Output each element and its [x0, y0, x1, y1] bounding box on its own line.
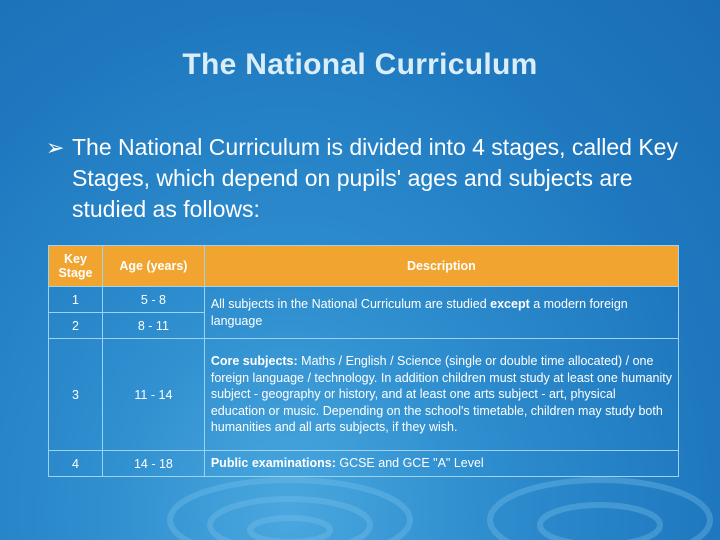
arrow-bullet-icon: ➢: [46, 136, 65, 161]
description-cell: [204, 451, 678, 477]
description-emphasis: Core subjects:: [210, 354, 298, 369]
description-text: a modern foreign language: [210, 297, 628, 328]
stage-cell: 1: [49, 287, 103, 313]
bullet-text: The National Curriculum is divided into 4 stages, called Key Stages, which depend on pupils' ages and subjects are studied as follows:: [72, 134, 678, 222]
table-row: [49, 339, 679, 451]
table-row: [49, 451, 679, 477]
table-row: [49, 287, 679, 313]
key-stages-table: [48, 245, 679, 477]
stage-cell: 2: [49, 313, 103, 339]
age-cell: 11 - 14: [102, 339, 204, 451]
stage-cell: 3: [49, 339, 103, 451]
description-cell: [204, 287, 678, 339]
table-header-row: [49, 246, 679, 287]
stage-cell: 4: [49, 451, 103, 477]
age-cell: 5 - 8: [102, 287, 204, 313]
header-description: Description: [204, 246, 678, 287]
description-emphasis: except: [490, 297, 530, 311]
description-text: Maths / English / Science (single or double time allocated) / one foreign language / technology. In addition children must study at least one humanity subject - geography or history, and at least one arts subject - art, physical education or music. Depending on the school's timetable, children may study both humanities and all arts subjects, if they wish.: [210, 354, 673, 435]
header-age: Age (years): [102, 246, 204, 287]
description-text: GCSE and GCE "A" Level: [335, 456, 484, 471]
description-cell: [204, 339, 678, 451]
age-cell: 14 - 18: [102, 451, 204, 477]
description-emphasis: Public examinations:: [210, 456, 336, 471]
age-cell: 8 - 11: [102, 313, 204, 339]
header-key-stage: Key Stage: [49, 246, 103, 287]
slide-title: The National Curriculum: [182, 48, 538, 81]
description-text: All subjects in the National Curriculum are studied: [210, 297, 491, 311]
